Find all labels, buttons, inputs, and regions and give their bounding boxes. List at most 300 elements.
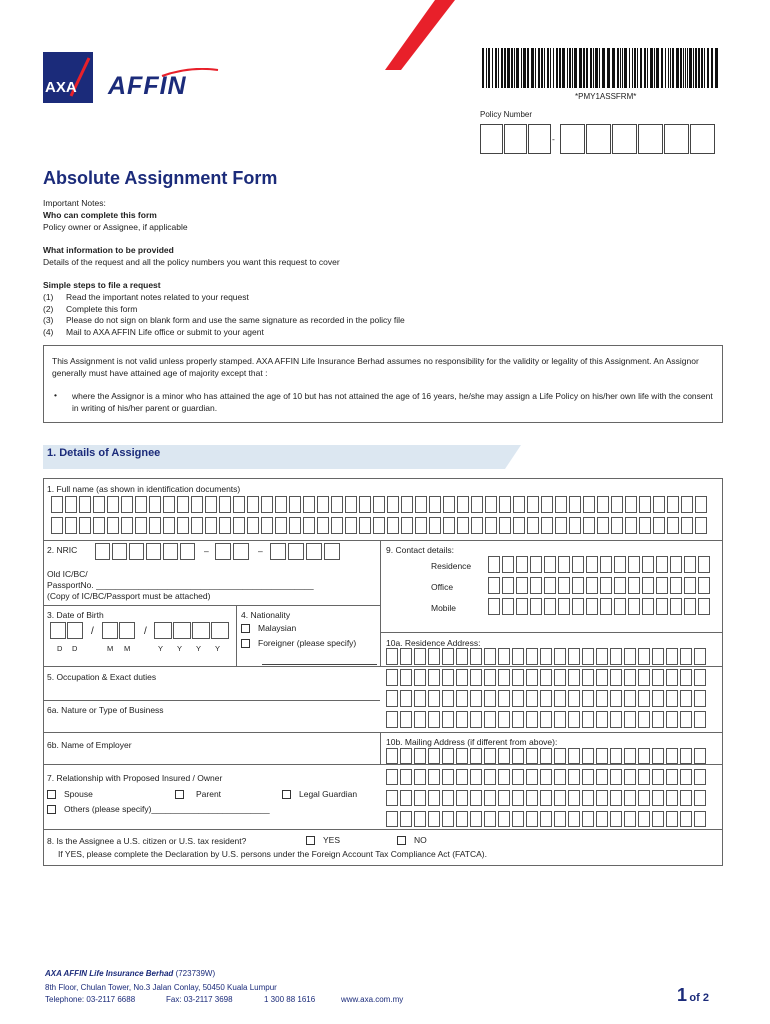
input-cell[interactable]	[485, 517, 497, 534]
input-cell[interactable]	[653, 517, 665, 534]
input-cell[interactable]	[666, 769, 678, 785]
us-citizen-no-option[interactable]	[397, 835, 427, 845]
input-cell[interactable]	[154, 622, 172, 639]
input-cell[interactable]	[215, 543, 231, 560]
input-cell[interactable]	[191, 496, 203, 513]
input-cell[interactable]	[638, 811, 650, 827]
input-cell[interactable]	[684, 577, 696, 594]
others-option[interactable]	[47, 804, 270, 814]
input-cell[interactable]	[554, 648, 566, 665]
input-cell[interactable]	[442, 648, 454, 665]
input-cell[interactable]	[554, 690, 566, 707]
input-cell[interactable]	[498, 690, 510, 707]
input-cell[interactable]	[306, 543, 322, 560]
footer-website[interactable]: www.axa.com.my	[341, 995, 404, 1004]
input-cell[interactable]	[555, 496, 567, 513]
input-cell[interactable]	[457, 517, 469, 534]
input-cell[interactable]	[484, 669, 496, 686]
input-cell[interactable]	[317, 517, 329, 534]
input-cell[interactable]	[568, 748, 580, 764]
input-cell[interactable]	[456, 790, 468, 806]
input-cell[interactable]	[65, 517, 77, 534]
input-cell[interactable]	[149, 496, 161, 513]
input-cell[interactable]	[442, 690, 454, 707]
input-cell[interactable]	[470, 711, 482, 728]
input-cell[interactable]	[498, 711, 510, 728]
foreigner-checkbox[interactable]	[241, 639, 250, 648]
input-cell[interactable]	[345, 496, 357, 513]
input-cell[interactable]	[597, 517, 609, 534]
input-cell[interactable]	[526, 811, 538, 827]
input-cell[interactable]	[373, 496, 385, 513]
input-cell[interactable]	[484, 790, 496, 806]
input-cell[interactable]	[582, 790, 594, 806]
legal-guardian-option[interactable]	[282, 789, 357, 799]
input-cell[interactable]	[93, 517, 105, 534]
input-cell[interactable]	[443, 496, 455, 513]
input-cell[interactable]	[670, 577, 682, 594]
input-cell[interactable]	[192, 622, 210, 639]
input-cell[interactable]	[261, 517, 273, 534]
input-cell[interactable]	[387, 496, 399, 513]
input-cell[interactable]	[614, 598, 626, 615]
input-cell[interactable]	[628, 577, 640, 594]
input-cell[interactable]	[470, 690, 482, 707]
input-cell[interactable]	[177, 496, 189, 513]
input-cell[interactable]	[261, 496, 273, 513]
input-cell[interactable]	[247, 496, 259, 513]
input-cell[interactable]	[484, 648, 496, 665]
input-cell[interactable]	[597, 496, 609, 513]
input-cell[interactable]	[684, 556, 696, 573]
mobile-phone-input[interactable]	[488, 598, 712, 615]
input-cell[interactable]	[652, 711, 664, 728]
input-cell[interactable]	[428, 690, 440, 707]
input-cell[interactable]	[400, 648, 412, 665]
input-cell[interactable]	[596, 811, 608, 827]
input-cell[interactable]	[624, 690, 636, 707]
input-cell[interactable]	[107, 496, 119, 513]
input-cell[interactable]	[596, 769, 608, 785]
input-cell[interactable]	[442, 669, 454, 686]
input-cell[interactable]	[102, 622, 118, 639]
input-cell[interactable]	[526, 669, 538, 686]
input-cell[interactable]	[498, 669, 510, 686]
input-cell[interactable]	[386, 748, 398, 764]
input-cell[interactable]	[638, 748, 650, 764]
input-cell[interactable]	[638, 669, 650, 686]
input-cell[interactable]	[442, 748, 454, 764]
input-cell[interactable]	[456, 811, 468, 827]
input-cell[interactable]	[596, 790, 608, 806]
input-cell[interactable]	[638, 711, 650, 728]
input-cell[interactable]	[652, 769, 664, 785]
input-cell[interactable]	[442, 711, 454, 728]
input-cell[interactable]	[527, 517, 539, 534]
input-cell[interactable]	[135, 496, 147, 513]
input-cell[interactable]	[135, 517, 147, 534]
input-cell[interactable]	[652, 648, 664, 665]
input-cell[interactable]	[656, 598, 668, 615]
input-cell[interactable]	[625, 517, 637, 534]
input-cell[interactable]	[695, 496, 707, 513]
input-cell[interactable]	[303, 517, 315, 534]
input-cell[interactable]	[163, 517, 175, 534]
input-cell[interactable]	[456, 711, 468, 728]
input-cell[interactable]	[303, 496, 315, 513]
full-name-input-row-1[interactable]	[51, 496, 709, 513]
input-cell[interactable]	[386, 711, 398, 728]
input-cell[interactable]	[456, 769, 468, 785]
dob-day-input[interactable]	[50, 622, 84, 639]
input-cell[interactable]	[386, 769, 398, 785]
us-citizen-yes-option[interactable]	[306, 835, 340, 845]
input-cell[interactable]	[146, 543, 161, 560]
input-cell[interactable]	[414, 669, 426, 686]
input-cell[interactable]	[610, 669, 622, 686]
spouse-option[interactable]	[47, 789, 93, 799]
input-cell[interactable]	[488, 598, 500, 615]
passport-field[interactable]: PassportNo. ______________________________________________	[47, 580, 314, 590]
input-cell[interactable]	[471, 496, 483, 513]
input-cell[interactable]	[513, 517, 525, 534]
input-cell[interactable]	[653, 496, 665, 513]
input-cell[interactable]	[513, 496, 525, 513]
input-cell[interactable]	[456, 690, 468, 707]
input-cell[interactable]	[526, 748, 538, 764]
input-cell[interactable]	[51, 496, 63, 513]
input-cell[interactable]	[526, 769, 538, 785]
spouse-checkbox[interactable]	[47, 790, 56, 799]
input-cell[interactable]	[456, 648, 468, 665]
input-cell[interactable]	[163, 496, 175, 513]
input-cell[interactable]	[498, 748, 510, 764]
input-cell[interactable]	[568, 669, 580, 686]
input-cell[interactable]	[624, 769, 636, 785]
input-cell[interactable]	[639, 496, 651, 513]
input-cell[interactable]	[680, 711, 692, 728]
input-cell[interactable]	[502, 598, 514, 615]
input-cell[interactable]	[568, 711, 580, 728]
input-cell[interactable]	[211, 622, 229, 639]
input-cell[interactable]	[572, 577, 584, 594]
input-cell[interactable]	[582, 811, 594, 827]
input-cell[interactable]	[666, 648, 678, 665]
input-cell[interactable]	[670, 556, 682, 573]
input-cell[interactable]	[540, 690, 552, 707]
input-cell[interactable]	[667, 517, 679, 534]
input-cell[interactable]	[414, 648, 426, 665]
input-cell[interactable]	[558, 556, 570, 573]
input-cell[interactable]	[558, 598, 570, 615]
input-cell[interactable]	[121, 496, 133, 513]
input-cell[interactable]	[624, 811, 636, 827]
input-cell[interactable]	[540, 769, 552, 785]
input-cell[interactable]	[219, 517, 231, 534]
input-cell[interactable]	[530, 598, 542, 615]
input-cell[interactable]	[540, 811, 552, 827]
input-cell[interactable]	[456, 748, 468, 764]
input-cell[interactable]	[558, 577, 570, 594]
input-cell[interactable]	[582, 711, 594, 728]
input-cell[interactable]	[600, 577, 612, 594]
input-cell[interactable]	[541, 496, 553, 513]
input-cell[interactable]	[289, 496, 301, 513]
input-cell[interactable]	[596, 669, 608, 686]
input-cell[interactable]	[149, 517, 161, 534]
input-cell[interactable]	[191, 517, 203, 534]
input-cell[interactable]	[582, 748, 594, 764]
input-cell[interactable]	[624, 669, 636, 686]
input-cell[interactable]	[95, 543, 110, 560]
input-cell[interactable]	[694, 648, 706, 665]
input-cell[interactable]	[414, 748, 426, 764]
input-cell[interactable]	[527, 496, 539, 513]
input-cell[interactable]	[67, 622, 83, 639]
input-cell[interactable]	[484, 711, 496, 728]
input-cell[interactable]	[540, 711, 552, 728]
input-cell[interactable]	[694, 690, 706, 707]
input-cell[interactable]	[624, 748, 636, 764]
input-cell[interactable]	[568, 790, 580, 806]
office-phone-input[interactable]	[488, 577, 712, 594]
input-cell[interactable]	[498, 769, 510, 785]
input-cell[interactable]	[698, 577, 710, 594]
residence-address-input[interactable]	[386, 648, 708, 732]
input-cell[interactable]	[386, 669, 398, 686]
input-cell[interactable]	[270, 543, 286, 560]
input-cell[interactable]	[400, 690, 412, 707]
input-cell[interactable]	[652, 669, 664, 686]
input-cell[interactable]	[442, 790, 454, 806]
input-cell[interactable]	[586, 577, 598, 594]
input-cell[interactable]	[373, 517, 385, 534]
input-cell[interactable]	[526, 690, 538, 707]
input-cell[interactable]	[516, 577, 528, 594]
input-cell[interactable]	[442, 811, 454, 827]
input-cell[interactable]	[180, 543, 195, 560]
input-cell[interactable]	[516, 598, 528, 615]
input-cell[interactable]	[698, 556, 710, 573]
input-cell[interactable]	[540, 748, 552, 764]
input-cell[interactable]	[112, 543, 127, 560]
input-cell[interactable]	[386, 811, 398, 827]
input-cell[interactable]	[572, 598, 584, 615]
input-cell[interactable]	[638, 648, 650, 665]
input-cell[interactable]	[596, 690, 608, 707]
input-cell[interactable]	[628, 556, 640, 573]
input-cell[interactable]	[611, 517, 623, 534]
nric-input-a[interactable]	[95, 543, 197, 560]
input-cell[interactable]	[624, 711, 636, 728]
input-cell[interactable]	[666, 690, 678, 707]
input-cell[interactable]	[666, 748, 678, 764]
input-cell[interactable]	[680, 669, 692, 686]
input-cell[interactable]	[680, 648, 692, 665]
input-cell[interactable]	[516, 556, 528, 573]
input-cell[interactable]	[414, 790, 426, 806]
input-cell[interactable]	[324, 543, 340, 560]
input-cell[interactable]	[485, 496, 497, 513]
input-cell[interactable]	[530, 577, 542, 594]
input-cell[interactable]	[359, 517, 371, 534]
input-cell[interactable]	[544, 556, 556, 573]
input-cell[interactable]	[694, 748, 706, 764]
foreigner-specify-line[interactable]	[262, 664, 377, 665]
input-cell[interactable]	[50, 622, 66, 639]
input-cell[interactable]	[400, 669, 412, 686]
input-cell[interactable]	[611, 496, 623, 513]
input-cell[interactable]	[652, 790, 664, 806]
input-cell[interactable]	[429, 496, 441, 513]
input-cell[interactable]	[470, 648, 482, 665]
input-cell[interactable]	[582, 669, 594, 686]
input-cell[interactable]	[163, 543, 178, 560]
input-cell[interactable]	[600, 556, 612, 573]
input-cell[interactable]	[680, 690, 692, 707]
input-cell[interactable]	[93, 496, 105, 513]
input-cell[interactable]	[456, 669, 468, 686]
input-cell[interactable]	[610, 811, 622, 827]
input-cell[interactable]	[470, 769, 482, 785]
input-cell[interactable]	[614, 556, 626, 573]
input-cell[interactable]	[568, 769, 580, 785]
input-cell[interactable]	[666, 811, 678, 827]
input-cell[interactable]	[596, 648, 608, 665]
input-cell[interactable]	[428, 669, 440, 686]
input-cell[interactable]	[331, 517, 343, 534]
input-cell[interactable]	[512, 648, 524, 665]
input-cell[interactable]	[414, 711, 426, 728]
parent-option[interactable]	[175, 789, 221, 799]
input-cell[interactable]	[638, 769, 650, 785]
input-cell[interactable]	[582, 690, 594, 707]
policy-number-field-b[interactable]	[560, 124, 716, 154]
input-cell[interactable]	[484, 748, 496, 764]
input-cell[interactable]	[540, 669, 552, 686]
input-cell[interactable]	[289, 517, 301, 534]
input-cell[interactable]	[684, 598, 696, 615]
mailing-address-input[interactable]	[386, 748, 708, 832]
input-cell[interactable]	[554, 748, 566, 764]
input-cell[interactable]	[583, 517, 595, 534]
nric-input-b[interactable]	[215, 543, 251, 560]
input-cell[interactable]	[512, 748, 524, 764]
input-cell[interactable]	[498, 790, 510, 806]
input-cell[interactable]	[386, 648, 398, 665]
input-cell[interactable]	[680, 790, 692, 806]
input-cell[interactable]	[414, 811, 426, 827]
input-cell[interactable]	[694, 790, 706, 806]
input-cell[interactable]	[624, 790, 636, 806]
input-cell[interactable]	[555, 517, 567, 534]
input-cell[interactable]	[554, 790, 566, 806]
input-cell[interactable]	[484, 769, 496, 785]
input-cell[interactable]	[544, 577, 556, 594]
input-cell[interactable]	[512, 769, 524, 785]
input-cell[interactable]	[428, 711, 440, 728]
input-cell[interactable]	[681, 517, 693, 534]
input-cell[interactable]	[484, 690, 496, 707]
input-cell[interactable]	[129, 543, 144, 560]
input-cell[interactable]	[233, 517, 245, 534]
input-cell[interactable]	[586, 598, 598, 615]
input-cell[interactable]	[642, 577, 654, 594]
policy-number-field-a[interactable]	[480, 124, 552, 154]
input-cell[interactable]	[540, 648, 552, 665]
input-cell[interactable]	[694, 769, 706, 785]
input-cell[interactable]	[219, 496, 231, 513]
input-cell[interactable]	[694, 811, 706, 827]
input-cell[interactable]	[625, 496, 637, 513]
input-cell[interactable]	[499, 496, 511, 513]
input-cell[interactable]	[65, 496, 77, 513]
input-cell[interactable]	[400, 811, 412, 827]
input-cell[interactable]	[541, 517, 553, 534]
input-cell[interactable]	[652, 748, 664, 764]
full-name-input-row-2[interactable]	[51, 517, 709, 534]
input-cell[interactable]	[568, 811, 580, 827]
input-cell[interactable]	[386, 690, 398, 707]
input-cell[interactable]	[499, 517, 511, 534]
input-cell[interactable]	[415, 496, 427, 513]
input-cell[interactable]	[526, 711, 538, 728]
input-cell[interactable]	[414, 690, 426, 707]
input-cell[interactable]	[639, 517, 651, 534]
legal-guardian-checkbox[interactable]	[282, 790, 291, 799]
input-cell[interactable]	[498, 811, 510, 827]
input-cell[interactable]	[317, 496, 329, 513]
input-cell[interactable]	[638, 790, 650, 806]
input-cell[interactable]	[610, 790, 622, 806]
input-cell[interactable]	[400, 769, 412, 785]
nric-input-c[interactable]	[270, 543, 342, 560]
input-cell[interactable]	[681, 496, 693, 513]
input-cell[interactable]	[119, 622, 135, 639]
input-cell[interactable]	[656, 556, 668, 573]
input-cell[interactable]	[502, 577, 514, 594]
input-cell[interactable]	[638, 690, 650, 707]
input-cell[interactable]	[401, 496, 413, 513]
input-cell[interactable]	[415, 517, 427, 534]
input-cell[interactable]	[471, 517, 483, 534]
input-cell[interactable]	[652, 811, 664, 827]
input-cell[interactable]	[568, 648, 580, 665]
malaysian-option[interactable]	[241, 623, 296, 633]
input-cell[interactable]	[680, 748, 692, 764]
input-cell[interactable]	[554, 769, 566, 785]
input-cell[interactable]	[596, 711, 608, 728]
input-cell[interactable]	[428, 769, 440, 785]
input-cell[interactable]	[530, 556, 542, 573]
input-cell[interactable]	[572, 556, 584, 573]
input-cell[interactable]	[666, 669, 678, 686]
input-cell[interactable]	[694, 669, 706, 686]
input-cell[interactable]	[79, 496, 91, 513]
input-cell[interactable]	[498, 648, 510, 665]
input-cell[interactable]	[470, 790, 482, 806]
input-cell[interactable]	[610, 690, 622, 707]
input-cell[interactable]	[656, 577, 668, 594]
input-cell[interactable]	[628, 598, 640, 615]
input-cell[interactable]	[233, 496, 245, 513]
input-cell[interactable]	[569, 496, 581, 513]
input-cell[interactable]	[470, 811, 482, 827]
input-cell[interactable]	[275, 496, 287, 513]
input-cell[interactable]	[470, 669, 482, 686]
input-cell[interactable]	[582, 769, 594, 785]
input-cell[interactable]	[205, 517, 217, 534]
